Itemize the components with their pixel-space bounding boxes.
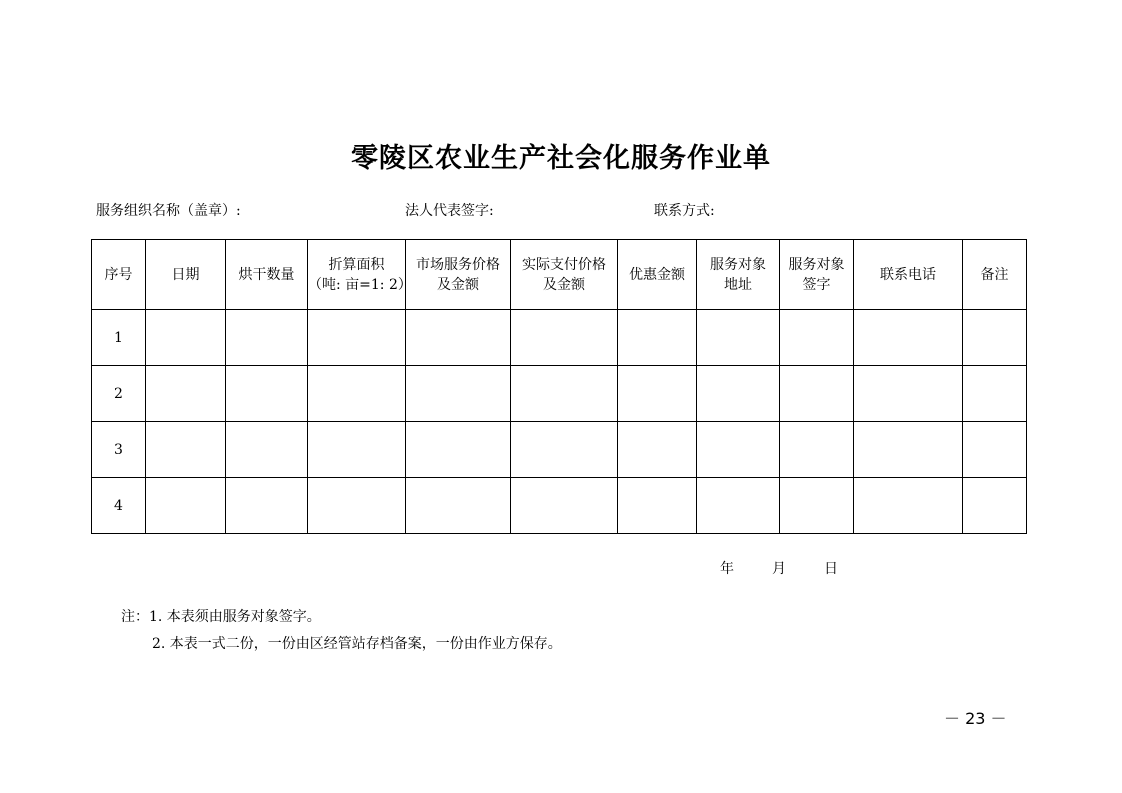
- table-row: [92, 310, 1027, 366]
- table-cell: [963, 366, 1027, 422]
- table-cell: [854, 366, 963, 422]
- table-cell: [963, 310, 1027, 366]
- table-cell: [697, 422, 780, 478]
- table-cell: [308, 478, 406, 534]
- table-cell: [308, 422, 406, 478]
- table-cell: [146, 478, 226, 534]
- table-cell: [780, 310, 854, 366]
- header-cell: 折算面积 （吨: 亩=1: 2）: [308, 240, 406, 310]
- table-cell: [780, 422, 854, 478]
- table-cell: [406, 310, 511, 366]
- header-cell: 联系电话: [854, 240, 963, 310]
- table-cell: [618, 366, 697, 422]
- table-cell: [146, 310, 226, 366]
- row-number-cell: 2: [92, 366, 146, 422]
- table-row: [92, 422, 1027, 478]
- month-label: 月: [772, 561, 786, 577]
- table-cell: [697, 310, 780, 366]
- table-cell: [406, 422, 511, 478]
- header-cell: 市场服务价格 及金额: [406, 240, 511, 310]
- table-cell: [854, 310, 963, 366]
- table-cell: [511, 310, 618, 366]
- legal-rep-signature-label: 法人代表签字:: [405, 203, 494, 219]
- org-name-label: 服务组织名称（盖章）:: [96, 203, 241, 219]
- table-cell: [697, 366, 780, 422]
- header-cell: 日期: [146, 240, 226, 310]
- note-line-2: 2. 本表一式二份，一份由区经管站存档备案，一份由作业方保存。: [152, 636, 562, 652]
- table-cell: [511, 422, 618, 478]
- table-row: [92, 478, 1027, 534]
- table-cell: [308, 310, 406, 366]
- table-header-row: [92, 240, 1027, 310]
- table-cell: [697, 478, 780, 534]
- header-cell: 序号: [92, 240, 146, 310]
- row-number-cell: 1: [92, 310, 146, 366]
- service-form-table: [91, 239, 1027, 534]
- table-cell: [618, 478, 697, 534]
- table-cell: [854, 478, 963, 534]
- table-cell: [963, 422, 1027, 478]
- header-cell: 实际支付价格 及金额: [511, 240, 618, 310]
- table-cell: [780, 366, 854, 422]
- table-row: [92, 366, 1027, 422]
- day-label: 日: [824, 561, 838, 577]
- table-cell: [511, 478, 618, 534]
- table-cell: [226, 422, 308, 478]
- row-number-cell: 4: [92, 478, 146, 534]
- document-title: 零陵区农业生产社会化服务作业单: [351, 143, 771, 174]
- table-cell: [511, 366, 618, 422]
- table-cell: [618, 422, 697, 478]
- table-cell: [146, 422, 226, 478]
- table-cell: [406, 478, 511, 534]
- table-cell: [963, 478, 1027, 534]
- header-cell: 备注: [963, 240, 1027, 310]
- table-cell: [618, 310, 697, 366]
- table-cell: [226, 366, 308, 422]
- contact-label: 联系方式:: [654, 203, 715, 219]
- table-cell: [780, 478, 854, 534]
- table-cell: [308, 366, 406, 422]
- row-number-cell: 3: [92, 422, 146, 478]
- header-cell: 服务对象 地址: [697, 240, 780, 310]
- header-cell: 优惠金额: [618, 240, 697, 310]
- page-number: － 23 －: [944, 709, 1007, 728]
- table-body: [92, 310, 1027, 534]
- table-cell: [146, 366, 226, 422]
- year-label: 年: [720, 561, 734, 577]
- table-cell: [854, 422, 963, 478]
- header-cell: 服务对象 签字: [780, 240, 854, 310]
- table-cell: [226, 478, 308, 534]
- date-line: [720, 558, 838, 578]
- table-cell: [406, 366, 511, 422]
- header-cell: 烘干数量: [226, 240, 308, 310]
- note-line-1: 注：1. 本表须由服务对象签字。: [121, 609, 321, 625]
- table-cell: [226, 310, 308, 366]
